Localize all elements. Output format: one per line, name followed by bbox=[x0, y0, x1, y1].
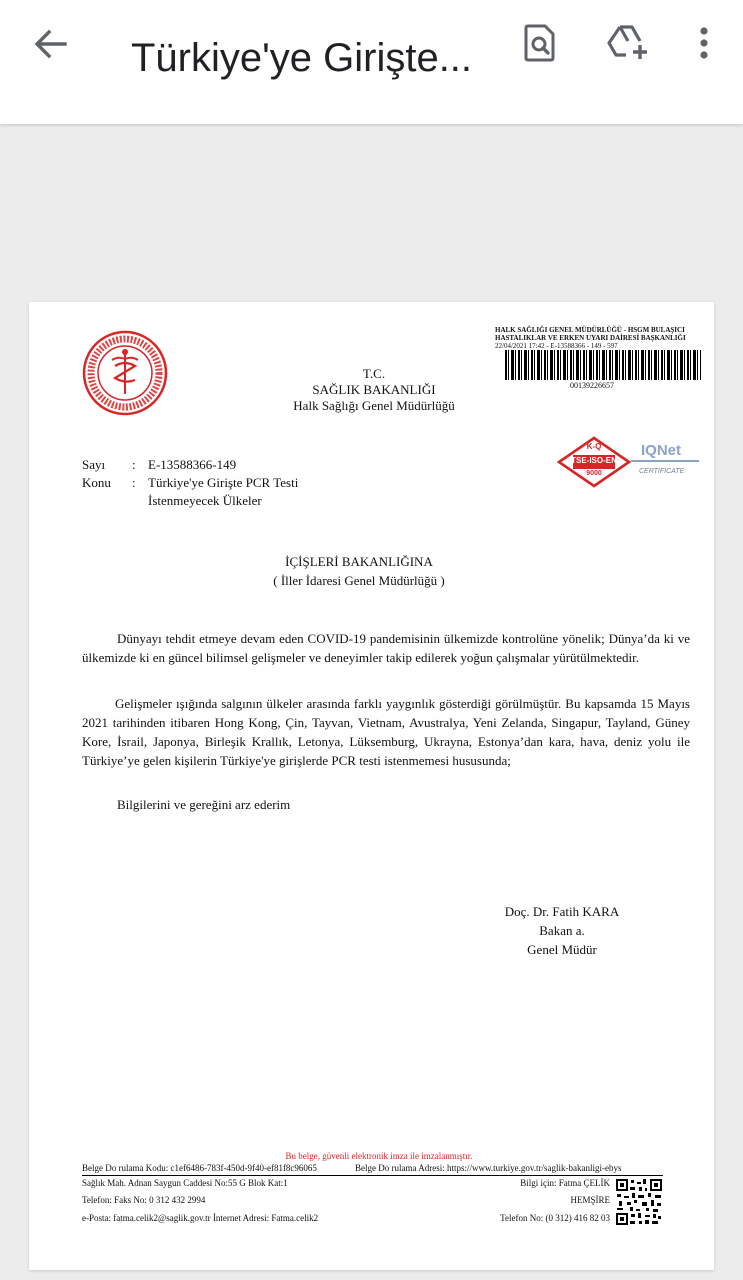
qr-code bbox=[615, 1178, 663, 1226]
konu-label: Konu bbox=[82, 475, 111, 490]
footer-email: e-Posta: fatma.celik2@saglik.gov.tr İnternet Adresi: Fatma.celik2 bbox=[82, 1213, 319, 1223]
app-bar bbox=[0, 0, 743, 124]
signature-line2: Bakan a. bbox=[539, 923, 585, 938]
addressee bbox=[179, 552, 539, 590]
footer-address: Sağlık Mah. Adnan Saygun Caddesi No:55 G Blok Kat:1 bbox=[82, 1178, 288, 1188]
iqnet-logo bbox=[631, 442, 703, 482]
footer-info: Bilgi için: Fatma ÇELİK bbox=[520, 1178, 610, 1188]
footer-title: HEMŞİRE bbox=[570, 1195, 610, 1205]
barcode-header-line2: HASTALIKLAR VE ERKEN UYARI DAİRESİ BAŞKANLIĞI bbox=[495, 334, 686, 342]
barcode-header-line3: 22/04/2021 17:42 - E-13588366 - 149 - 597 bbox=[495, 342, 618, 350]
more-vert-icon[interactable] bbox=[690, 22, 718, 64]
signature-block bbox=[462, 902, 662, 959]
konu-value-line1: Türkiye'ye Girişte PCR Testi bbox=[148, 475, 299, 490]
barcode-number: 00139226657 bbox=[570, 381, 614, 390]
tse-iso-badge bbox=[557, 436, 631, 488]
document-title: Türkiye'ye Girişte... bbox=[131, 36, 473, 80]
barcode-header bbox=[495, 326, 705, 350]
iqnet-text: IQNet bbox=[641, 442, 682, 459]
signature-line3: Genel Müdür bbox=[527, 942, 597, 957]
heading-tc: T.C. bbox=[362, 366, 386, 381]
verify-code: Belge Do rulama Kodu: c1ef6486-783f-450d-9f40-ef81f8c96065 bbox=[82, 1163, 317, 1173]
body-paragraph-1: Dünyayı tehdit etmeye devam eden COVID-19 pandemisinin ülkemizde kontrolüne yönelik; Dünya’da ki ve ülkemizde ki en güncel bilimsel gelişmeler ve deneyimler takip edilerek yoğun çalışmalar yürütülmektedir. bbox=[82, 631, 690, 665]
ministry-seal-logo bbox=[82, 330, 168, 416]
sayi-value: E-13588366-149 bbox=[148, 457, 237, 472]
body-paragraph-2: Gelişmeler ışığında salgının ülkeler arasında farklı yaygınlık gösterdiği görülmüştür. Bu kapsamda 15 Mayıs 2021 tarihinden itibaren Hong Kong, Çin, Tayvan, Vietnam, Avustralya, Yeni Zelanda, Singapur, Tayland, Güney Kore, İsrail, Japonya, Birleşik Krallık, Letonya, Lüksemburg, Ukrayna, Estonya’dan kara, hava, deniz yolu ile Türkiye’ye gelen kişilerin Türkiye'ye girişlerde PCR testi istenmemesi hususunda; bbox=[82, 696, 690, 768]
footer-divider bbox=[82, 1175, 663, 1176]
iqnet-sub-text: CERTIFICATE bbox=[639, 468, 685, 475]
kq-mid-text: TSE-ISO-EN bbox=[571, 456, 617, 465]
konu-value-line2: İstenmeyecek Ülkeler bbox=[148, 493, 262, 508]
barcode bbox=[505, 350, 701, 380]
add-to-drive-icon[interactable] bbox=[604, 20, 652, 64]
body-paragraph-3: Bilgilerini ve gereğini arz ederim bbox=[117, 797, 291, 812]
footer-phone-fax: Telefon: Faks No: 0 312 432 2994 bbox=[82, 1195, 206, 1205]
sayi-colon: : bbox=[132, 457, 136, 472]
addressee-line1: İÇİŞLERİ BAKANLIĞINA bbox=[285, 554, 433, 569]
letter-heading bbox=[249, 366, 499, 414]
kq-bot-text: 9000 bbox=[586, 470, 602, 477]
secure-signature-note: Bu belge, güvenli elektronik imza ile imzalanmıştır. bbox=[285, 1151, 473, 1161]
signature-name: Doç. Dr. Fatih KARA bbox=[504, 904, 620, 919]
search-document-icon[interactable] bbox=[518, 20, 562, 66]
barcode-header-line1: HALK SAĞLIĞI GENEL MÜDÜRLÜĞÜ - HSGM BULAŞICI bbox=[495, 326, 685, 334]
heading-directorate: Halk Sağlığı Genel Müdürlüğü bbox=[293, 398, 455, 413]
konu-colon: : bbox=[132, 475, 136, 490]
back-arrow-icon[interactable] bbox=[28, 24, 72, 64]
footer-tel: Telefon No: (0 312) 416 82 03 bbox=[500, 1213, 610, 1223]
kq-top-text: K-Q bbox=[586, 442, 602, 451]
addressee-line2: ( İller İdaresi Genel Müdürlüğü ) bbox=[273, 573, 445, 588]
verify-address: Belge Do rulama Adresi: https://www.turkiye.gov.tr/saglik-bakanligi-ebys bbox=[355, 1163, 622, 1173]
heading-ministry: SAĞLIK BAKANLIĞI bbox=[312, 382, 436, 397]
document-page bbox=[29, 302, 714, 1270]
sayi-label: Sayı bbox=[82, 457, 106, 472]
